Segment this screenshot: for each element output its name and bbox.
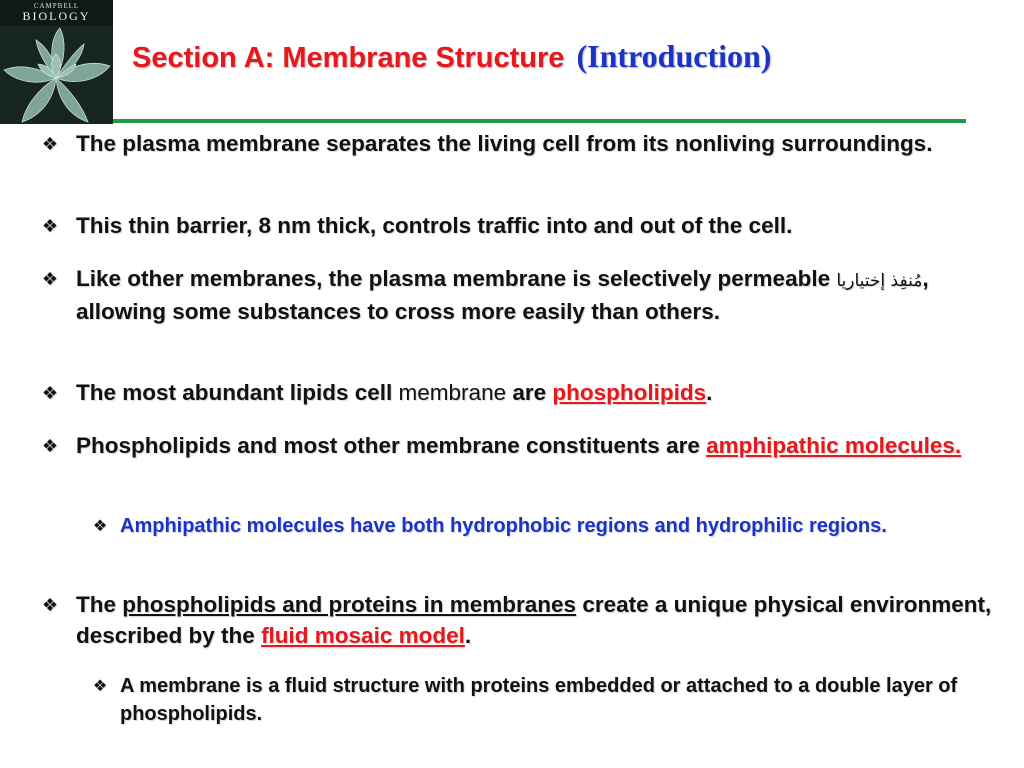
- highlight-term: phospholipids: [552, 380, 707, 405]
- cover-publisher: CAMPBELL: [33, 2, 80, 10]
- bullet-text-end: .: [706, 380, 713, 405]
- bullet-text: Phospholipids and most other membrane constituents are: [76, 433, 707, 458]
- slide-title-main: Section A: Membrane Structure: [132, 42, 565, 74]
- bullet-item: [41, 129, 996, 160]
- bullet-text-cont: , allowing some substances to cross more easily than others.: [76, 266, 929, 324]
- sub-bullet-item: [92, 513, 996, 541]
- cover-title: BIOLOGY: [22, 9, 91, 23]
- bullet-diamond-icon: ❖: [41, 134, 59, 154]
- bullet-item: [41, 211, 996, 242]
- bullet-diamond-icon: ❖: [41, 269, 59, 289]
- sub-bullet-diamond-icon: ❖: [92, 518, 108, 535]
- bullet-text-end: .: [464, 622, 472, 648]
- sub-bullet-text: A membrane is a fluid structure with proteins embedded or attached to a double layer of phospholipids.: [120, 675, 958, 725]
- bullet-item: [41, 590, 996, 651]
- bullet-diamond-icon: ❖: [41, 436, 59, 456]
- bullet-text: The plasma membrane separates the living cell from its nonliving surroundings.: [76, 131, 933, 156]
- slide-title-suffix: (Introduction): [576, 38, 772, 74]
- succulent-plant-icon: [0, 26, 113, 124]
- bullet-text: Like other membranes, the plasma membrane is selectively permeable: [76, 266, 837, 291]
- bullet-text: This thin barrier, 8 nm thick, controls traffic into and out of the cell.: [76, 213, 793, 238]
- bullet-text-normal: membrane: [392, 380, 513, 405]
- bullet-item: [41, 378, 996, 409]
- bullet-text-cont: create a unique physical environment, described by the: [76, 592, 992, 648]
- slide-title: [132, 38, 771, 75]
- bullet-item: [41, 431, 996, 462]
- bullet-diamond-icon: ❖: [41, 216, 59, 236]
- sub-bullet-diamond-icon: ❖: [92, 678, 108, 695]
- arabic-translation: مُنفِذ إختياريا: [836, 271, 923, 291]
- sub-bullet-text: Amphipathic molecules have both hydrophobic regions and hydrophilic regions.: [120, 515, 887, 537]
- highlight-term: fluid mosaic model: [261, 622, 465, 648]
- bullet-diamond-icon: ❖: [41, 383, 59, 403]
- bullet-item: [41, 264, 996, 327]
- sub-bullet-item: [92, 673, 996, 728]
- bullet-text: The most abundant lipids cell: [76, 380, 393, 405]
- underlined-term: phospholipids and proteins in membranes: [122, 592, 577, 617]
- textbook-cover-image: [0, 0, 113, 124]
- bullet-text-cont: are: [512, 380, 553, 405]
- bullet-text: The: [76, 592, 123, 617]
- bullet-diamond-icon: ❖: [41, 595, 59, 615]
- header-divider: [113, 119, 966, 123]
- highlight-term: amphipathic molecules.: [706, 433, 962, 458]
